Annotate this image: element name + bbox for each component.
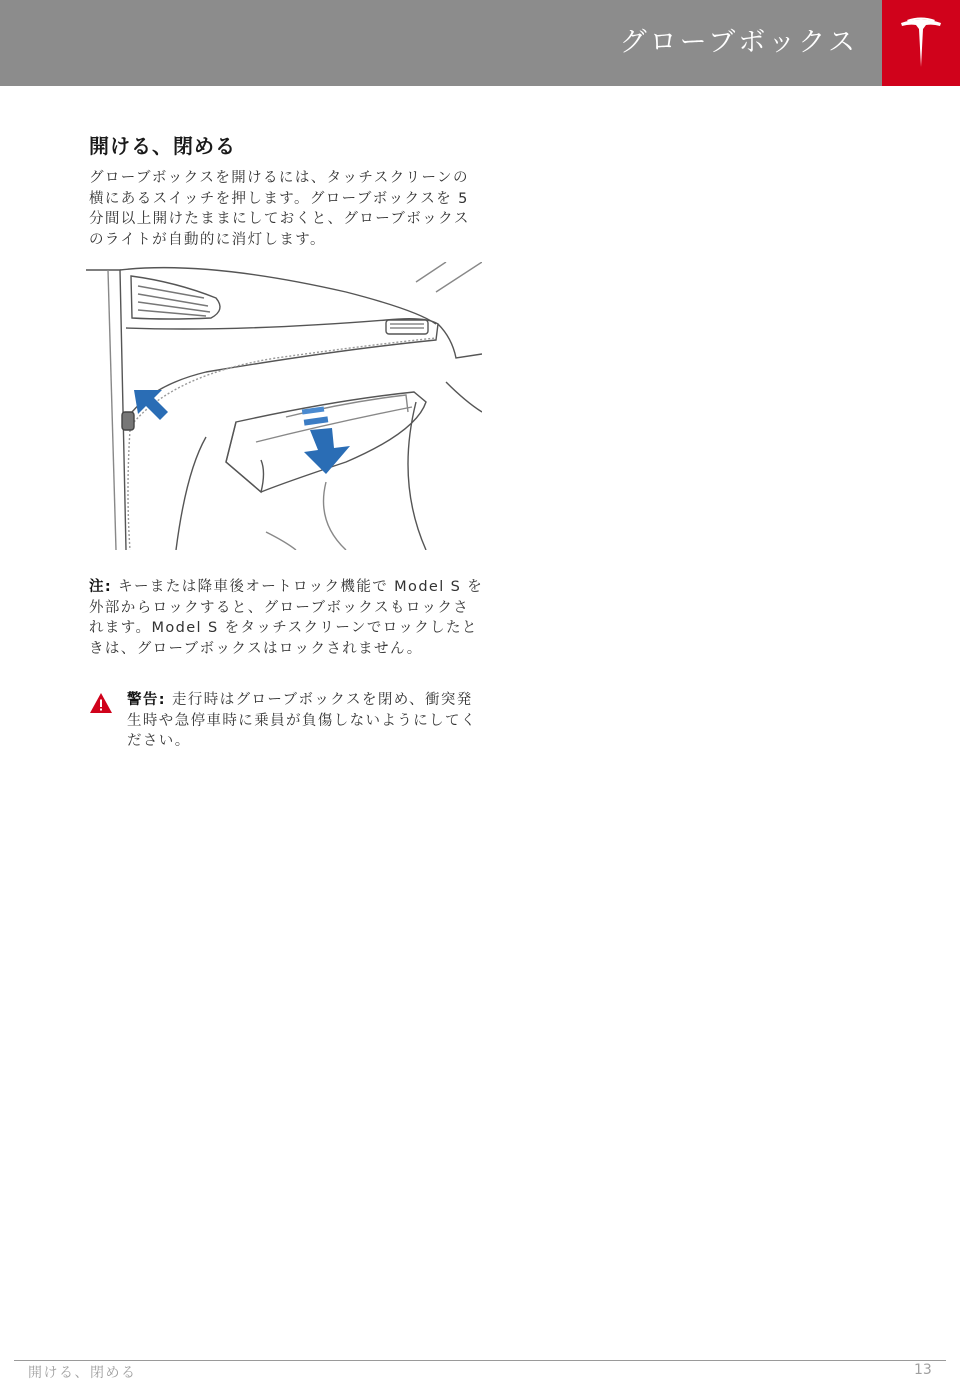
note-text: キーまたは降車後オートロック機能で Model S を外部からロックすると、グローブボックスもロックされます。Model S をタッチスクリーンでロックしたときは、グローブボックスはロックされません。: [89, 579, 484, 657]
header-bar: [0, 0, 882, 86]
warning-label: 警告:: [127, 692, 166, 708]
warning-paragraph: [127, 690, 485, 752]
open-down-arrow-icon: [302, 406, 350, 474]
brand-logo: [882, 0, 960, 86]
note-label: 注:: [89, 579, 113, 595]
section-heading: 開ける、閉める: [89, 134, 236, 158]
warning-triangle-icon: [89, 692, 113, 714]
glovebox-illustration: [86, 262, 482, 550]
intro-paragraph: グローブボックスを開けるには、タッチスクリーンの横にあるスイッチを押します。グローブボックスを 5 分間以上開けたままにしておくと、グローブボックスのライトが自動的に消灯します。: [89, 170, 470, 248]
page-number: 13: [914, 1362, 932, 1378]
push-arrow-icon: [134, 390, 168, 420]
footer-section-name: 開ける、閉める: [28, 1365, 137, 1381]
page-title: グローブボックス: [619, 27, 858, 58]
tesla-t-logo-icon: [898, 17, 944, 69]
footer-divider: [14, 1360, 946, 1361]
warning-text: 走行時はグローブボックスを閉め、衝突発生時や急停車時に乗員が負傷しないようにしてください。: [127, 692, 477, 749]
note-paragraph: [89, 577, 484, 659]
